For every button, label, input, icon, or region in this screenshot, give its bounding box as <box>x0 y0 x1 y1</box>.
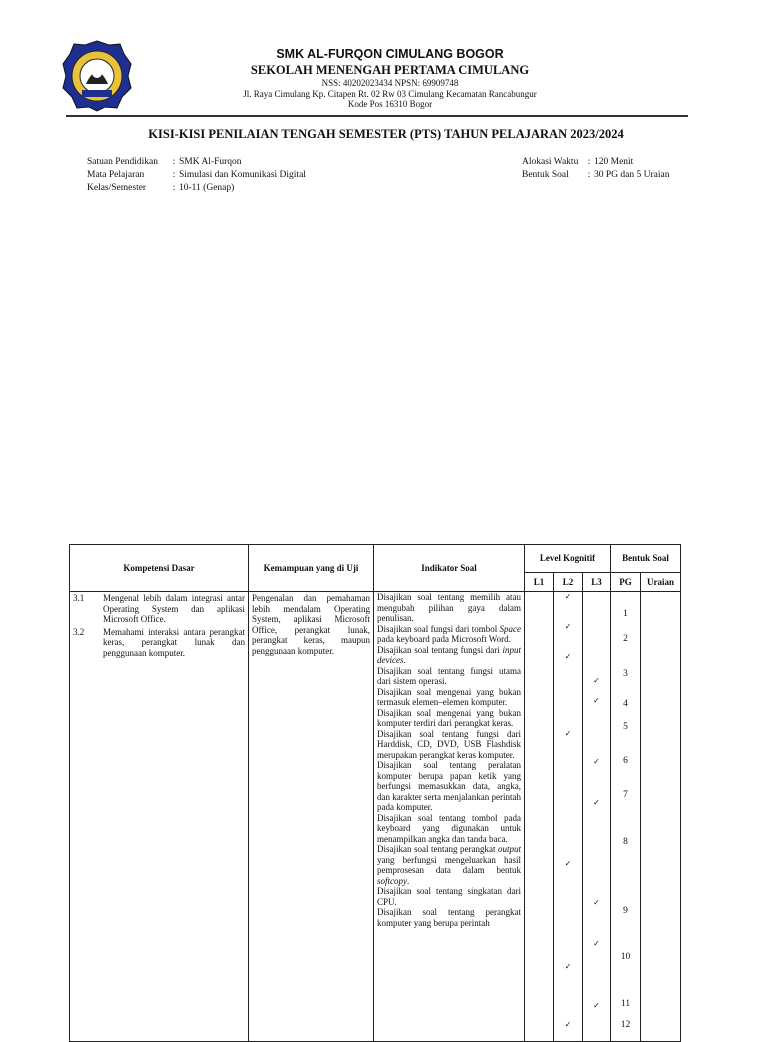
indikator-item: Disajikan soal mengenai yang bukan termasuk elemen–elemen komputer. <box>377 686 521 707</box>
pg-number: 6 <box>623 756 628 766</box>
meta-right <box>522 156 669 182</box>
header-uraian: Uraian <box>641 573 681 592</box>
meta-label: Bentuk Soal <box>522 170 569 180</box>
meta-colon: : <box>587 170 591 180</box>
kemampuan-text: Pengenalan dan pemahaman lebih mendalam Operating System, aplikasi Microsoft Office, perangkat lunak, perangkat keras, maupun penggunaan komputer. <box>252 593 370 656</box>
meta-value: 120 Menit <box>594 157 634 167</box>
school-contact <box>140 78 640 110</box>
check-mark-icon: ✓ <box>564 859 572 868</box>
pg-number: 7 <box>623 790 628 800</box>
indikator-item: Disajikan soal tentang peralatan komputer berupa papan ketik yang berfungsi memasukkan data, angka, dan karakter serta menjalankan perintah pada komputer. <box>377 760 521 812</box>
table-header-row <box>70 545 681 573</box>
pg-number: 4 <box>623 699 628 709</box>
indikator-cell <box>374 592 525 1042</box>
meta-colon: : <box>172 170 176 180</box>
check-mark-icon: ✓ <box>593 676 600 685</box>
kd-number: 3.1 <box>73 593 85 603</box>
meta-label: Satuan Pendidikan <box>87 157 158 167</box>
indikator-item: Disajikan soal tentang fungsi dari input devices. <box>377 644 521 665</box>
check-mark-icon: ✓ <box>593 898 600 907</box>
pg-number: 10 <box>620 952 631 962</box>
indikator-item: Disajikan soal tentang perangkat output yang berfungsi mengeluarkan hasil pemprosesan data dalam bentuk softcopy. <box>377 844 521 886</box>
header-l2: L2 <box>554 573 583 592</box>
school-address: Jl. Raya Cimulang Kp. Citapen Rt. 02 Rw 03 Cimulang Kecamatan Rancabungur <box>243 88 537 99</box>
pg-number: 12 <box>620 1020 631 1030</box>
header-pg: PG <box>611 573 641 592</box>
indikator-item: Disajikan soal fungsi dari tombol Space pada keyboard pada Microsoft Word. <box>377 623 521 644</box>
school-alt-name: SEKOLAH MENENGAH PERTAMA CIMULANG <box>250 63 530 77</box>
kd-item <box>70 592 248 626</box>
indikator-item: Disajikan soal mengenai yang bukan komputer terdiri dari perangkat keras. <box>377 707 521 728</box>
meta-colon: : <box>172 157 176 167</box>
l2-cell <box>554 592 583 1042</box>
kompetensi-dasar-cell <box>70 592 249 1042</box>
meta-value: SMK Al-Furqon <box>179 157 242 167</box>
meta-row <box>522 156 669 169</box>
meta-left <box>87 156 306 195</box>
kd-text: Memahami interaksi antara perangkat keras, perangkat lunak dan penggunaan komputer. <box>103 626 245 658</box>
indikator-item: Disajikan soal tentang fungsi dari Harddisk, CD, DVD, USB Flashdisk merupakan perangkat keras komputer. <box>377 728 521 760</box>
pg-number: 9 <box>623 906 628 916</box>
header-bentuk-soal: Bentuk Soal <box>611 545 681 573</box>
check-mark-icon: ✓ <box>564 622 572 631</box>
kd-number: 3.2 <box>73 626 85 637</box>
school-name: SMK AL-FURQON CIMULANG BOGOR <box>276 47 504 61</box>
school-postal: Kode Pos 16310 Bogor <box>347 99 433 109</box>
meta-value: Simulasi dan Komunikasi Digital <box>179 170 306 180</box>
meta-value: 10-11 (Genap) <box>179 183 235 193</box>
pg-number: 1 <box>623 609 628 619</box>
pg-number: 5 <box>623 722 628 732</box>
meta-row <box>87 182 306 195</box>
header-l1: L1 <box>525 573 554 592</box>
l1-cell <box>525 592 554 1042</box>
header-level-kognitif: Level Kognitif <box>525 545 611 573</box>
document-title: KISI-KISI PENILAIAN TENGAH SEMESTER (PTS) TAHUN PELAJARAN 2023/2024 <box>148 127 624 141</box>
header-kompetensi-dasar: Kompetensi Dasar <box>70 545 249 592</box>
pg-number: 3 <box>623 669 628 679</box>
meta-label: Alokasi Waktu <box>522 157 579 167</box>
indikator-item: Disajikan soal tentang fungsi utama dari sistem operasi. <box>377 665 521 686</box>
check-mark-icon: ✓ <box>593 939 600 948</box>
meta-row <box>87 156 306 169</box>
meta-colon: : <box>587 157 591 167</box>
indikator-item: Disajikan soal tentang singkatan dari CPU. <box>377 886 521 907</box>
l3-cell <box>583 592 611 1042</box>
check-mark-icon: ✓ <box>564 1020 572 1029</box>
pg-cell <box>611 592 641 1042</box>
header-l3: L3 <box>583 573 611 592</box>
check-mark-icon: ✓ <box>593 1001 600 1010</box>
meta-row <box>522 169 669 182</box>
header-indikator: Indikator Soal <box>374 545 525 592</box>
meta-label: Mata Pelajaran <box>87 170 145 180</box>
kemampuan-cell <box>249 592 374 1042</box>
check-mark-icon: ✓ <box>564 652 572 661</box>
indikator-item: Disajikan soal tentang perangkat komputer yang berupa perintah <box>377 907 521 928</box>
school-logo <box>62 40 132 112</box>
pg-number: 2 <box>623 634 628 644</box>
pg-number: 8 <box>623 837 628 847</box>
meta-row <box>87 169 306 182</box>
check-mark-icon: ✓ <box>564 592 572 601</box>
uraian-cell <box>641 592 681 1042</box>
school-ids: NSS: 40202023434 NPSN: 69909748 <box>321 78 459 88</box>
check-mark-icon: ✓ <box>564 962 572 971</box>
kd-text: Mengenal lebih dalam integrasi antar Operating System dan aplikasi Microsoft Office. <box>103 593 245 624</box>
check-mark-icon: ✓ <box>564 729 572 738</box>
meta-label: Kelas/Semester <box>87 183 147 193</box>
check-mark-icon: ✓ <box>593 798 600 807</box>
table-row <box>70 592 681 1042</box>
header-kemampuan: Kemampuan yang di Uji <box>249 545 374 592</box>
check-mark-icon: ✓ <box>593 757 600 766</box>
indikator-item: Disajikan soal tentang tombol pada keyboard yang digunakan untuk menampilkan angka dan tanda baca. <box>377 812 521 844</box>
header-divider <box>66 115 688 117</box>
kisi-kisi-table <box>69 544 681 1042</box>
kd-item <box>70 626 248 660</box>
check-mark-icon: ✓ <box>593 696 600 705</box>
meta-value: 30 PG dan 5 Uraian <box>594 170 670 180</box>
pg-number: 11 <box>620 999 631 1009</box>
meta-colon: : <box>172 183 176 193</box>
indikator-item: Disajikan soal tentang memilih atau mengubah pilihan gaya dalam penulisan. <box>377 592 521 623</box>
